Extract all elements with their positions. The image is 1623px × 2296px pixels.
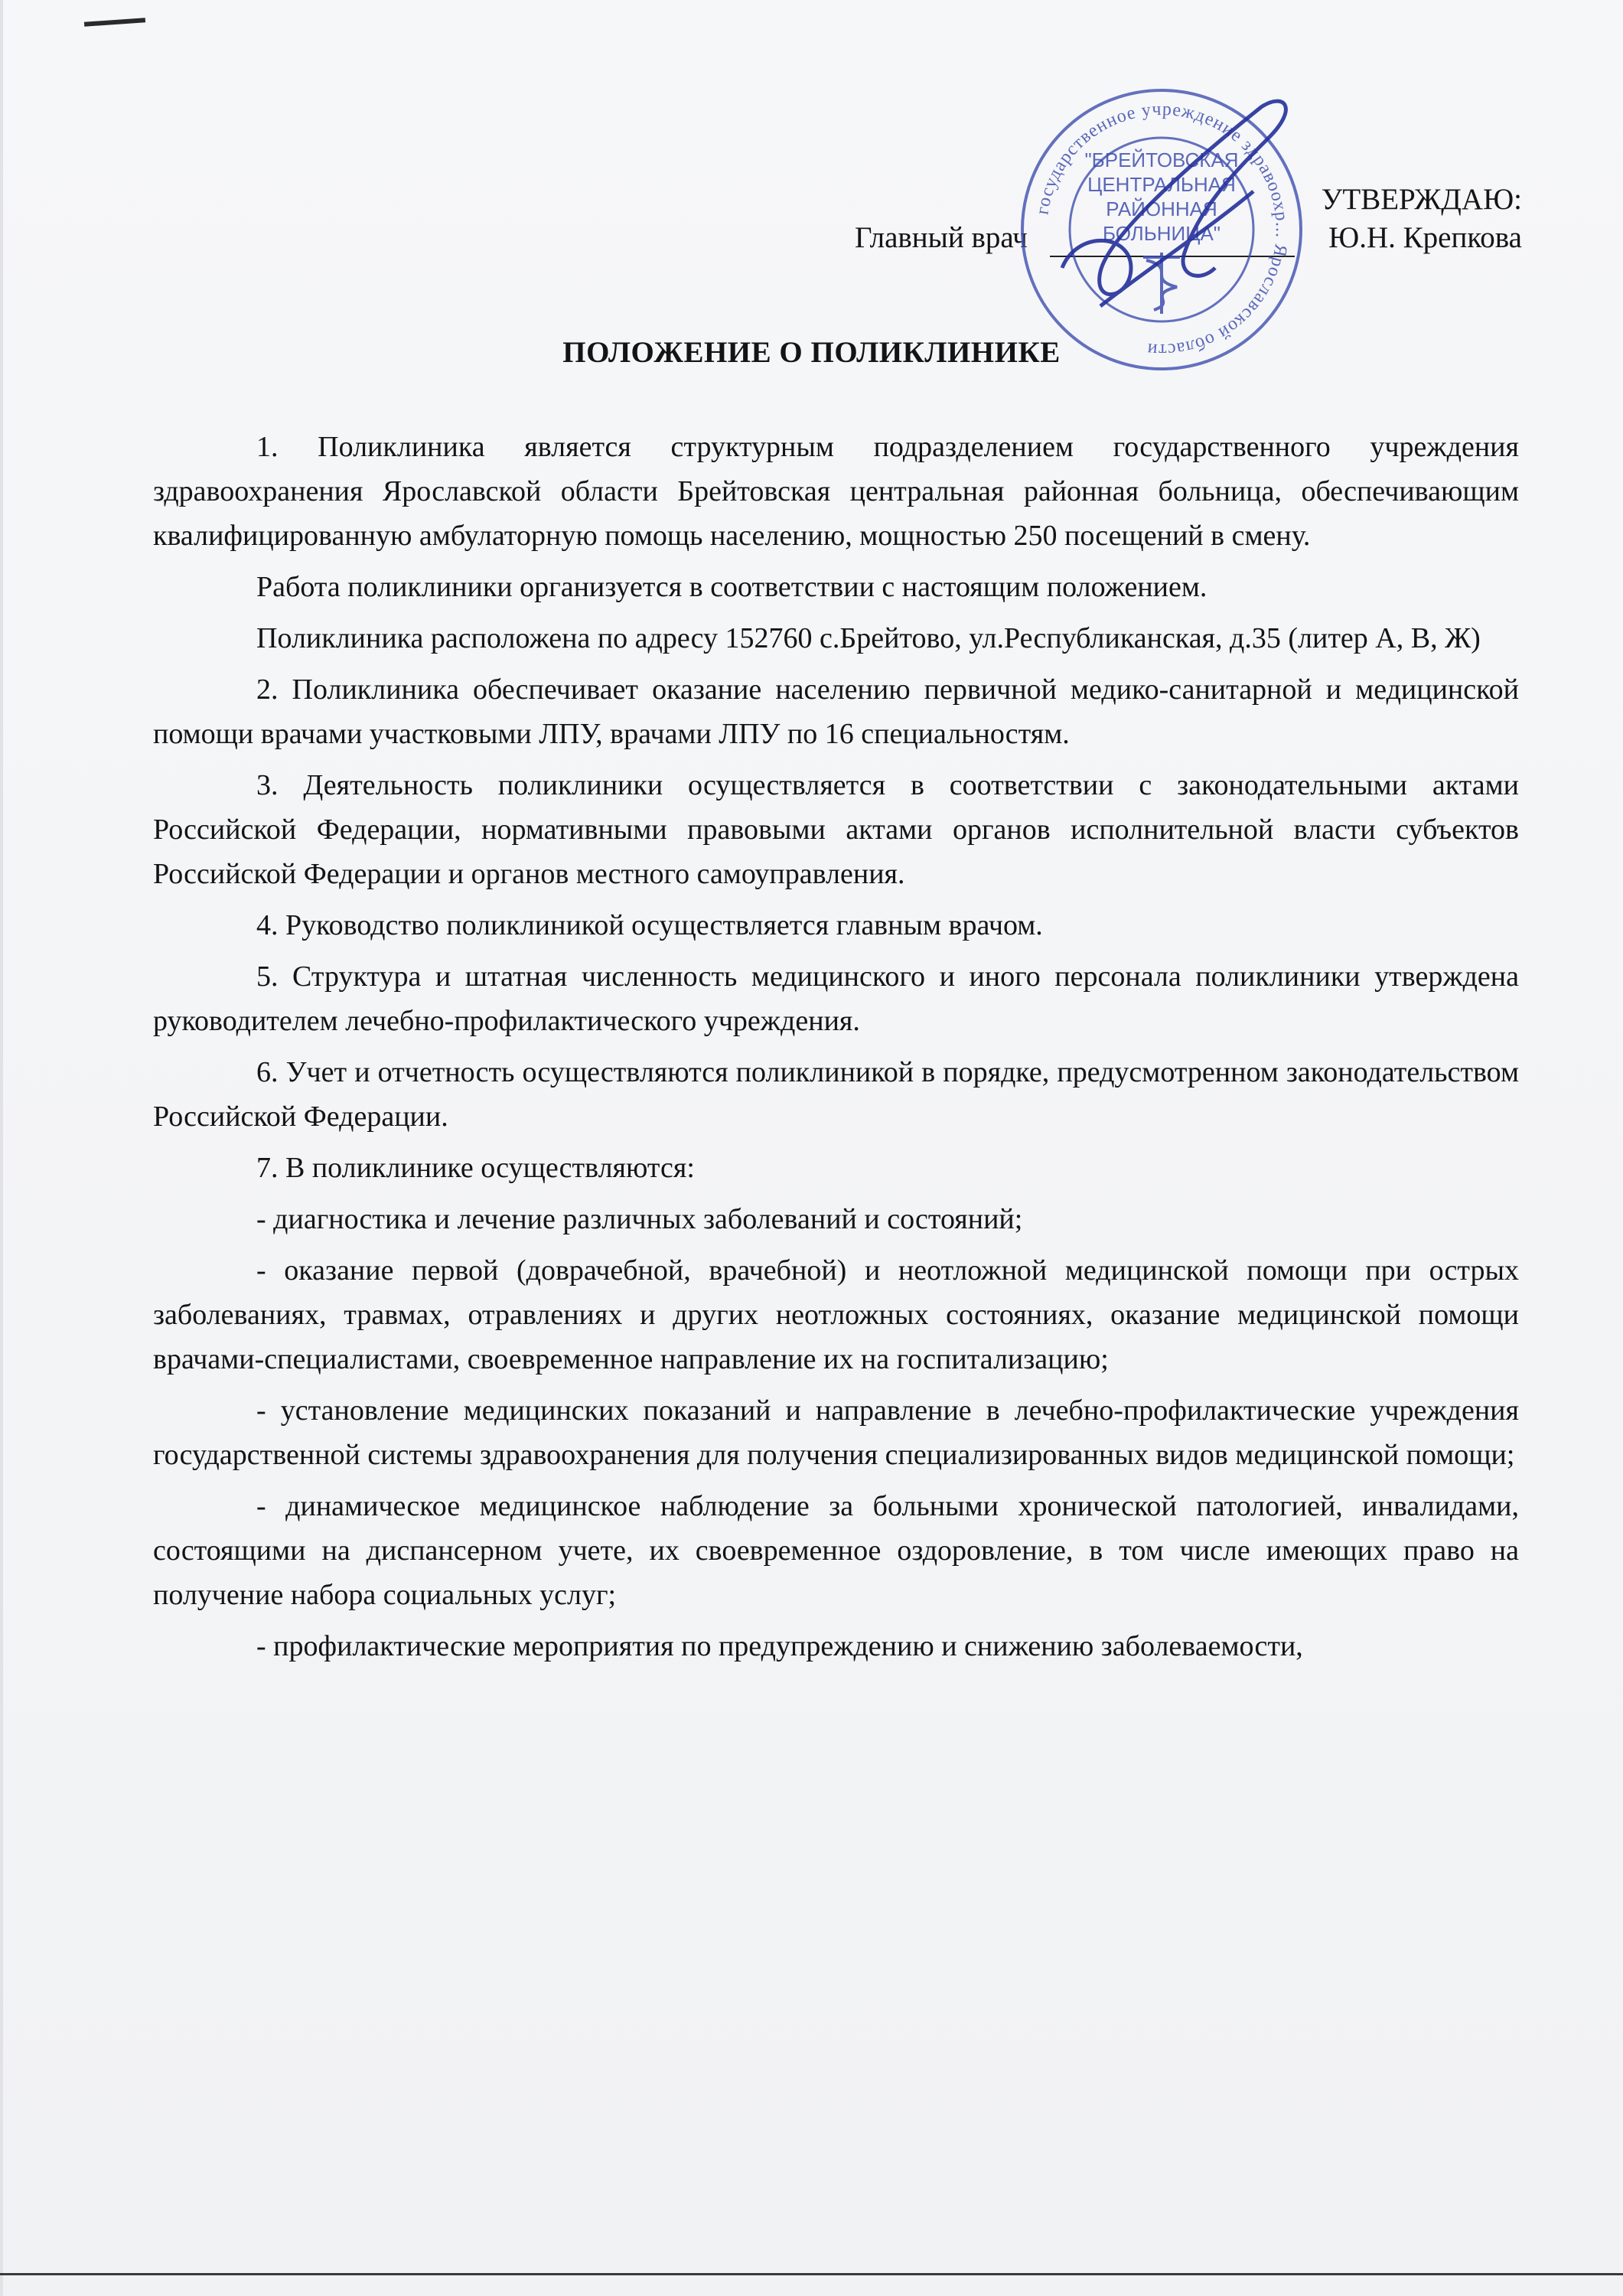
stamp-center-line: "БРЕЙТОВСКАЯ — [1084, 148, 1239, 171]
paragraph: 2. Поликлиника обеспечивает оказание населению первичной медико-санитарной и медицинской помощи врачами участковыми ЛПУ, врачами ЛПУ по 16 специальностям. — [153, 673, 1519, 750]
chief-doctor-name: Ю.Н. Крепкова — [1328, 221, 1522, 254]
stamp-center-line: БОЛЬНИЦА" — [1102, 222, 1221, 245]
document-title: ПОЛОЖЕНИЕ О ПОЛИКЛИНИКЕ — [562, 336, 1061, 369]
paragraph: 4. Руководство поликлиникой осуществляется главным врачом. — [256, 909, 1043, 941]
list-item: - профилактические мероприятия по предупреждению и снижению заболеваемости, — [256, 1630, 1303, 1662]
paragraph: Поликлиника расположена по адресу 152760 с.Брейтово, ул.Республиканская, д.35 (литер А, В, Ж) — [256, 622, 1481, 654]
approval-heading: УТВЕРЖДАЮ: — [1321, 183, 1522, 216]
paragraph: 1. Поликлиника является структурным подразделением государственного учреждения здравоохранения Ярославской области Брейтовская центральная районная больница, обеспечивающим квалифицированную амбулаторную помощь населению, мощностью 250 посещений в смену. — [153, 431, 1519, 552]
stamp-ring-text: государственное учреждение здравоохр... Ярославской области — [1032, 99, 1292, 360]
list-item: - установление медицинских показаний и направление в лечебно-профилактические учреждения государственной системы здравоохранения для получения специализированных видов медицинской помощи; — [153, 1394, 1519, 1471]
document-body — [153, 425, 1519, 1668]
stamp-center-line: ЦЕНТРАЛЬНАЯ — [1087, 173, 1236, 196]
chief-doctor-label: Главный врач — [855, 221, 1028, 254]
paragraph: 6. Учет и отчетность осуществляются поликлиникой в порядке, предусмотренном законодательством Российской Федерации. — [153, 1056, 1519, 1133]
list-item: - диагностика и лечение различных заболеваний и состояний; — [256, 1203, 1023, 1235]
list-item: - динамическое медицинское наблюдение за больными хронической патологией, инвалидами, состоящими на диспансерном учете, их своевременное оздоровление, в том числе имеющих право на получение набора социальных услуг; — [153, 1490, 1519, 1611]
scan-artifact-mark — [84, 18, 145, 27]
stamp-center-line: РАЙОННАЯ — [1106, 197, 1217, 220]
list-item: - оказание первой (доврачебной, врачебной) и неотложной медицинской помощи при острых заболеваниях, травмах, отравлениях и других неотложных состояниях, оказание медицинской помощи врачами-специалистами, своевременное направление их на госпитализацию; — [153, 1254, 1519, 1375]
paragraph: 5. Структура и штатная численность медицинского и иного персонала поликлиники утверждена руководителем лечебно-профилактического учреждения. — [153, 960, 1519, 1037]
paragraph: Работа поликлиники организуется в соответствии с настоящим положением. — [256, 571, 1207, 603]
paragraph: 7. В поликлинике осуществляются: — [256, 1152, 695, 1184]
paragraph: 3. Деятельность поликлиники осуществляется в соответствии с законодательными актами Российской Федерации, нормативными правовыми актами органов исполнительной власти субъектов Российской Федерации и органов местного самоуправления. — [153, 769, 1519, 890]
scan-bottom-edge — [0, 2273, 1623, 2275]
